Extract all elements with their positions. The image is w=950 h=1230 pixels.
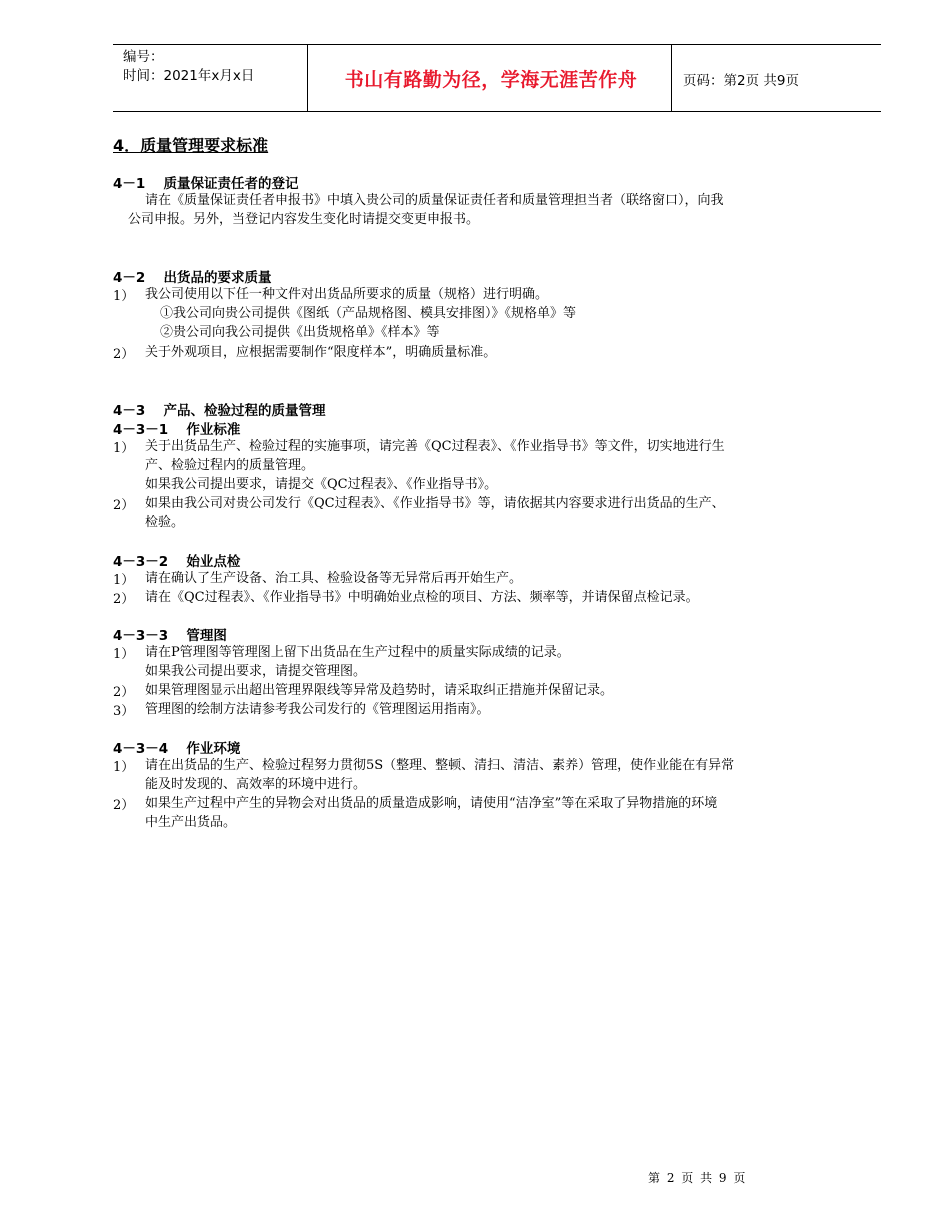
header-meta: [123, 48, 254, 86]
item-number: 2）: [113, 685, 135, 700]
header-divider: [307, 45, 308, 111]
list-item: 请在P管理图等管理图上留下出货品在生产过程中的质量实际成绩的记录。: [145, 645, 570, 660]
heading-4-3-3: 4－3－3 管理图: [113, 628, 227, 644]
paragraph-line: 公司申报。另外，当登记内容发生变化时请提交变更申报书。: [128, 212, 480, 227]
item-number: 3）: [113, 704, 135, 719]
list-item: 关于出货品生产、检验过程的实施事项，请完善《QC过程表》、《作业指导书》等文件，切实地进行生: [145, 439, 725, 454]
item-number: 1）: [113, 441, 135, 456]
heading-4-3-4: 4－3－4 作业环境: [113, 741, 241, 757]
list-item: 如果我公司提出要求，请提交《QC过程表》、《作业指导书》。: [145, 477, 498, 492]
sub-item: ①我公司向贵公司提供《图纸（产品规格图、模具安排图）》《规格单》等: [160, 306, 577, 321]
paragraph-line: 请在《质量保证责任者申报书》中填入贵公司的质量保证责任者和质量管理担当者（联络窗口），向我: [145, 193, 724, 208]
list-item: 产、检验过程内的质量管理。: [145, 458, 315, 473]
heading-4-1: 4－1 质量保证责任者的登记: [113, 176, 299, 192]
list-item: 如果生产过程中产生的异物会对出货品的质量造成影响，请使用“洁净室”等在采取了异物措施的环境: [145, 796, 718, 811]
list-item: 能及时发现的、高效率的环境中进行。: [145, 777, 367, 792]
item-number: 2）: [113, 347, 135, 362]
list-item: 中生产出货品。: [145, 815, 237, 830]
item-number: 2）: [113, 798, 135, 813]
item-number: 2）: [113, 592, 135, 607]
list-item: 如果由我公司对贵公司发行《QC过程表》、《作业指导书》等，请依据其内容要求进行出货品的生产、: [145, 496, 725, 511]
page-label: 页码：第2页 共9页: [683, 73, 799, 89]
item-number: 1）: [113, 289, 135, 304]
item-number: 1）: [113, 760, 135, 775]
item-number: 1）: [113, 573, 135, 588]
heading-4-2: 4－2 出货品的要求质量: [113, 270, 272, 286]
item-number: 1）: [113, 647, 135, 662]
page-footer: 第 2 页 共 9 页: [648, 1171, 746, 1185]
list-item: 我公司使用以下任一种文件对出货品所要求的质量（规格）进行明确。: [145, 287, 549, 302]
heading-4-3-2: 4－3－2 始业点检: [113, 554, 241, 570]
list-item: 请在确认了生产设备、治工具、检验设备等无异常后再开始生产。: [145, 571, 523, 586]
list-item: 管理图的绘制方法请参考我公司发行的《管理图运用指南》。: [145, 702, 490, 717]
header-divider: [671, 45, 672, 111]
list-item: 检验。: [145, 515, 185, 530]
document-header: [113, 44, 881, 112]
list-item: 如果我公司提出要求，请提交管理图。: [145, 664, 367, 679]
heading-4-3: 4－3 产品、检验过程的质量管理: [113, 403, 326, 419]
list-item: 如果管理图显示出超出管理界限线等异常及趋势时，请采取纠正措施并保留记录。: [145, 683, 614, 698]
section-title: 4．质量管理要求标准: [113, 136, 269, 155]
code-label: 编号：: [123, 49, 164, 65]
list-item: 请在《QC过程表》、《作业指导书》中明确始业点检的项目、方法、频率等，并请保留点检记录。: [145, 590, 699, 605]
header-motto: 书山有路勤为径，学海无涯苦作舟: [344, 69, 638, 91]
time-label: 时间：2021年x月x日: [123, 68, 255, 84]
item-number: 2）: [113, 498, 135, 513]
list-item: 关于外观项目，应根据需要制作“限度样本”，明确质量标准。: [145, 345, 497, 360]
sub-item: ②贵公司向我公司提供《出货规格单》《样本》等: [160, 325, 440, 340]
list-item: 请在出货品的生产、检验过程努力贯彻5S（整理、整顿、清扫、清洁、素养）管理，使作业能在有异常: [145, 758, 735, 773]
heading-4-3-1: 4－3－1 作业标准: [113, 422, 241, 438]
